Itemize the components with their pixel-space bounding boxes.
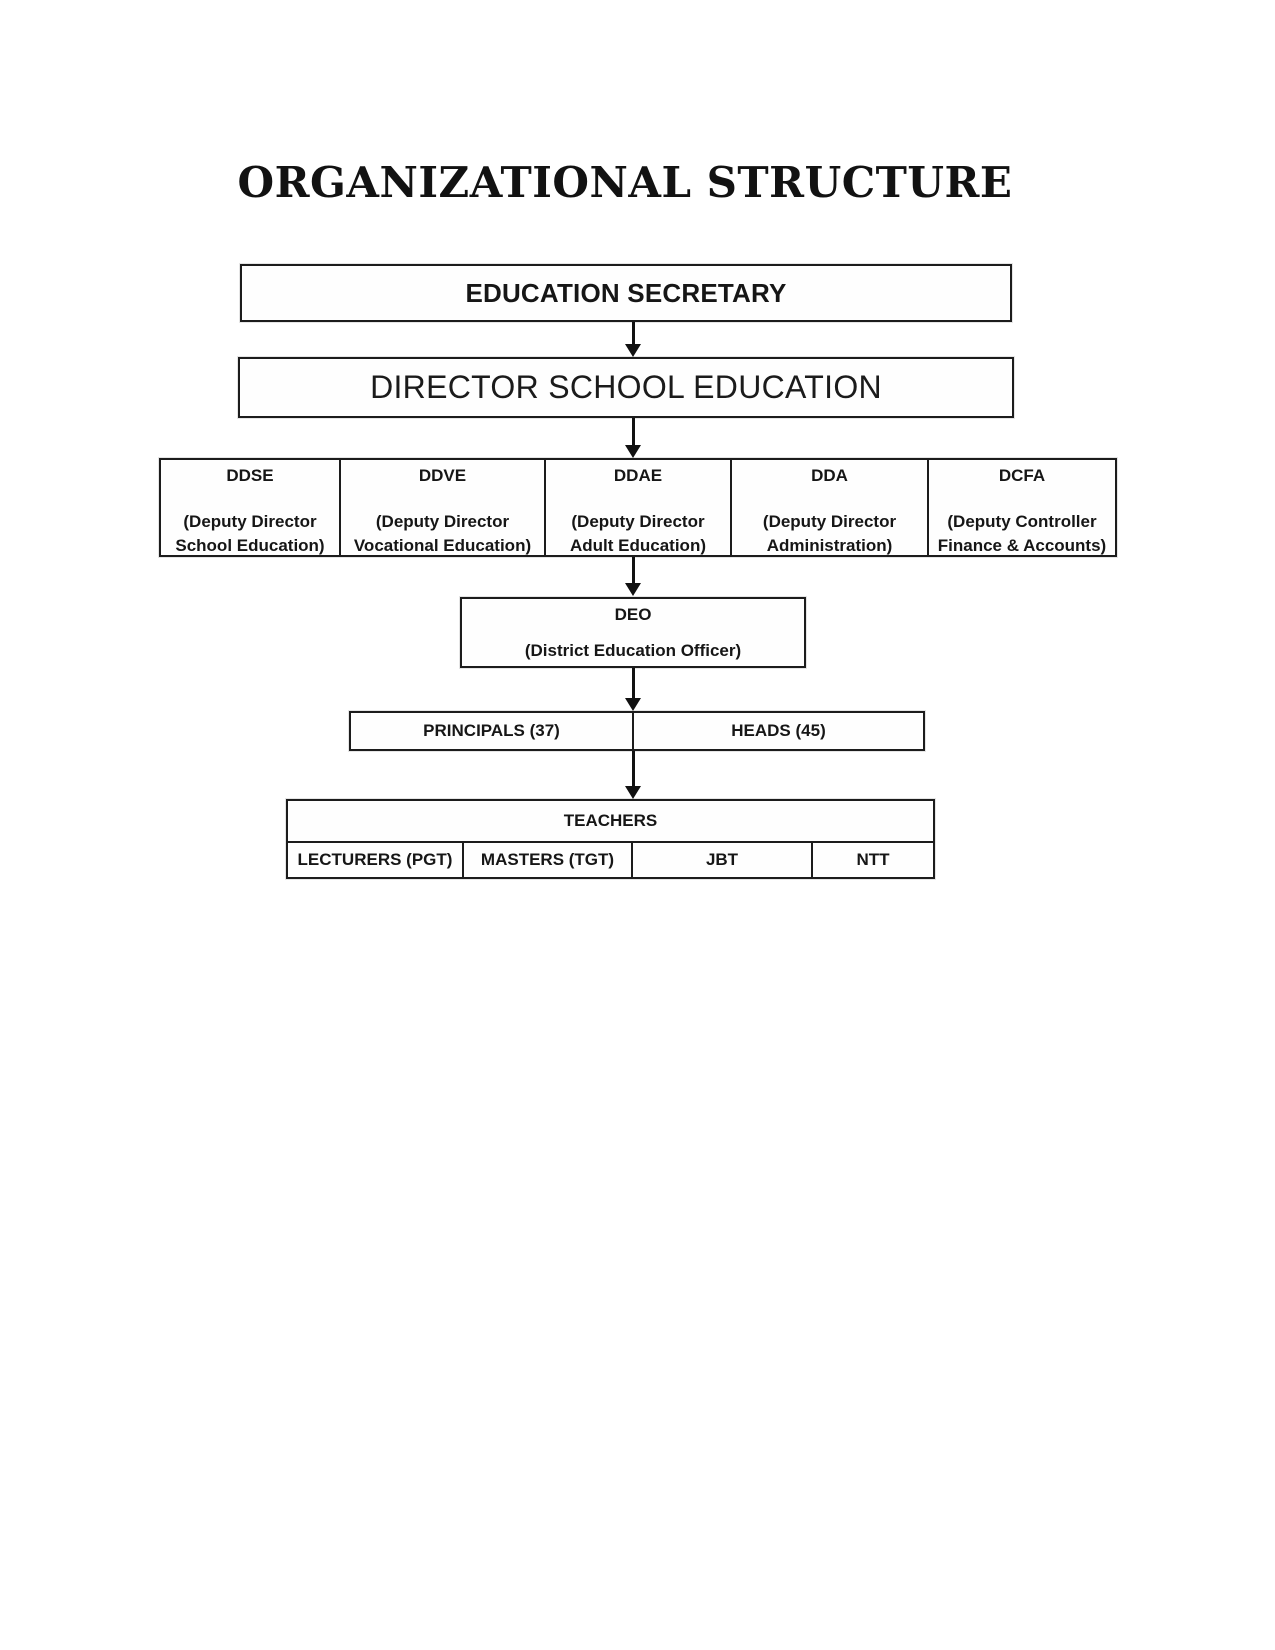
detail-line: (Deputy Director bbox=[183, 512, 317, 531]
principals-heads-row bbox=[349, 711, 925, 751]
node-dda bbox=[732, 460, 929, 555]
connector-arrow-4 bbox=[625, 668, 641, 711]
node-masters-tgt-label: MASTERS (TGT) bbox=[480, 849, 615, 869]
node-principals-label: PRINCIPALS (37) bbox=[423, 721, 560, 740]
node-dcfa-acronym: DCFA bbox=[998, 466, 1046, 485]
detail-line: Administration) bbox=[766, 536, 893, 555]
node-lecturers-pgt bbox=[288, 843, 464, 877]
detail-line: Finance & Accounts) bbox=[937, 536, 1107, 555]
node-dcfa-detail bbox=[938, 510, 1106, 558]
node-ddae-acronym: DDAE bbox=[613, 466, 663, 485]
node-ddve bbox=[341, 460, 546, 555]
node-education-secretary-label: EDUCATION SECRETARY bbox=[465, 277, 787, 308]
node-dda-acronym: DDA bbox=[811, 466, 848, 485]
arrow-shaft bbox=[632, 668, 635, 698]
arrow-head-icon bbox=[625, 344, 641, 357]
detail-line: Adult Education) bbox=[570, 536, 706, 555]
connector-arrow-2 bbox=[625, 418, 641, 458]
node-principals bbox=[351, 713, 634, 749]
node-deo-detail: (District Education Officer) bbox=[524, 641, 742, 660]
detail-line: Vocational Education) bbox=[353, 536, 532, 555]
arrow-head-icon bbox=[625, 786, 641, 799]
node-ddve-detail bbox=[354, 510, 531, 558]
connector-arrow-3 bbox=[625, 557, 641, 596]
teacher-categories-row bbox=[288, 843, 933, 877]
node-ntt-label: NTT bbox=[856, 849, 890, 869]
node-lecturers-pgt-label: LECTURERS (PGT) bbox=[297, 849, 453, 869]
node-heads-label: HEADS (45) bbox=[731, 721, 826, 740]
node-deo bbox=[460, 597, 806, 668]
arrow-shaft bbox=[632, 322, 635, 344]
node-heads bbox=[634, 713, 923, 749]
node-ddae-detail bbox=[570, 510, 706, 558]
node-ddae bbox=[546, 460, 732, 555]
node-education-secretary bbox=[240, 264, 1012, 322]
arrow-shaft bbox=[632, 557, 635, 583]
node-ddse bbox=[161, 460, 341, 555]
arrow-shaft bbox=[632, 751, 635, 786]
page-title: ORGANIZATIONAL STRUCTURE bbox=[237, 158, 1013, 207]
node-dcfa bbox=[929, 460, 1115, 555]
node-director-school-education-label: DIRECTOR SCHOOL EDUCATION bbox=[370, 369, 882, 405]
connector-arrow-1 bbox=[625, 322, 641, 357]
node-deo-content bbox=[462, 599, 804, 663]
node-director-school-education bbox=[238, 357, 1014, 418]
detail-line: (Deputy Controller bbox=[947, 512, 1097, 531]
detail-line: (Deputy Director bbox=[375, 512, 510, 531]
arrow-head-icon bbox=[625, 445, 641, 458]
node-ddse-acronym: DDSE bbox=[226, 466, 274, 485]
node-jbt bbox=[633, 843, 813, 877]
node-ddve-acronym: DDVE bbox=[418, 466, 467, 485]
arrow-head-icon bbox=[625, 698, 641, 711]
node-masters-tgt bbox=[464, 843, 633, 877]
detail-line: School Education) bbox=[175, 536, 325, 555]
node-teachers-header bbox=[288, 801, 933, 843]
node-dda-detail bbox=[763, 510, 896, 558]
node-ntt bbox=[813, 843, 933, 877]
node-jbt-label: JBT bbox=[705, 849, 739, 869]
arrow-shaft bbox=[632, 418, 635, 445]
detail-line: (Deputy Director bbox=[571, 512, 705, 531]
node-teachers-header-label: TEACHERS bbox=[563, 810, 658, 830]
node-ddse-detail bbox=[175, 510, 324, 558]
teachers-table bbox=[286, 799, 935, 879]
connector-arrow-5 bbox=[625, 751, 641, 799]
arrow-head-icon bbox=[625, 583, 641, 596]
node-deo-acronym: DEO bbox=[614, 605, 652, 624]
deputy-directors-row bbox=[159, 458, 1117, 557]
detail-line: (Deputy Director bbox=[762, 512, 897, 531]
